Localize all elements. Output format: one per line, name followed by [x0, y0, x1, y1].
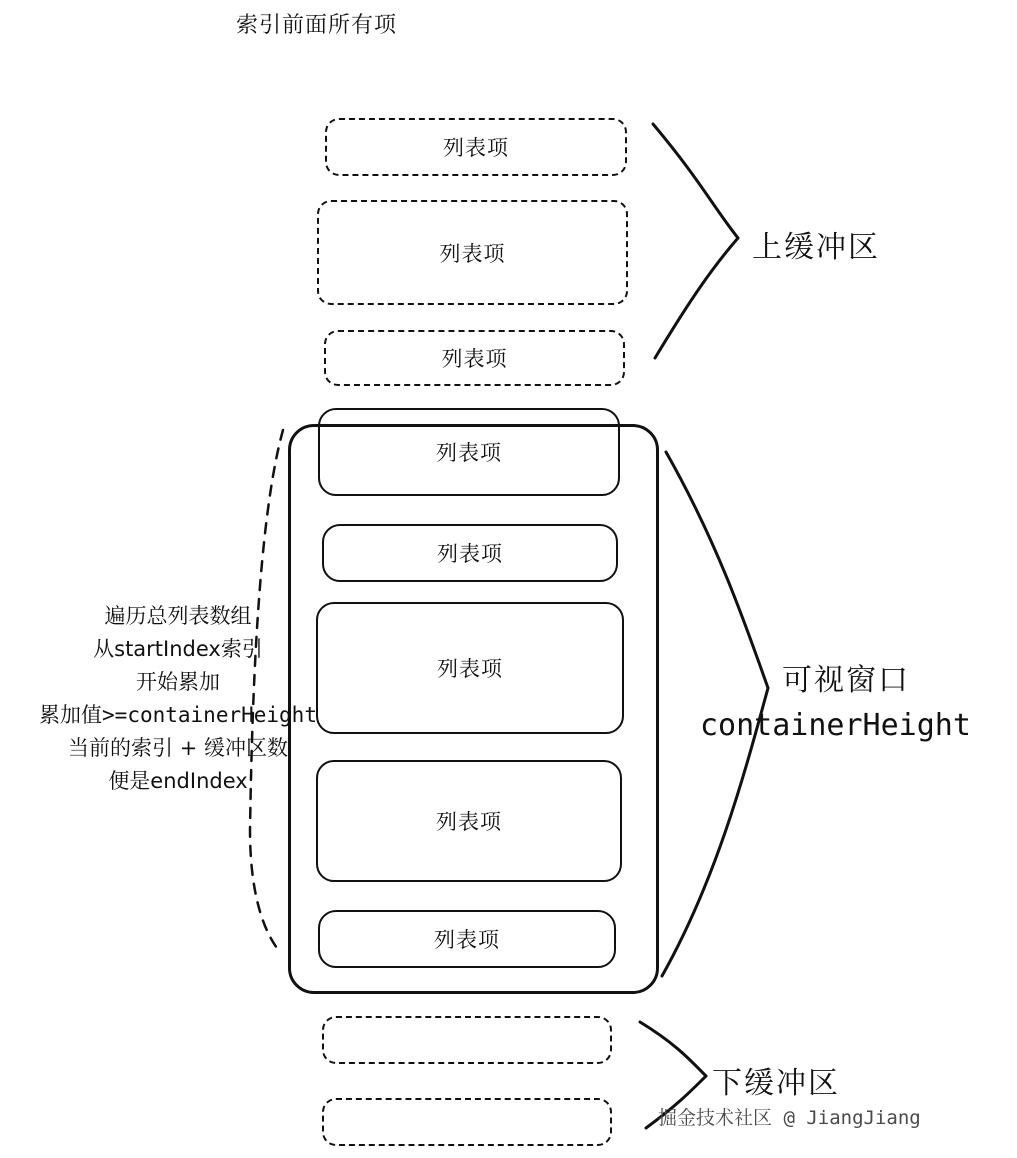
upper-buffer-item-2	[317, 200, 628, 305]
viewport-item-1	[318, 408, 620, 496]
algorithm-note	[8, 600, 348, 798]
lower-buffer-brace-top	[640, 1022, 706, 1076]
list-item-label: 列表项	[436, 810, 502, 834]
list-item-label: 列表项	[443, 136, 509, 160]
list-item-label: 列表项	[436, 441, 502, 465]
note-line-2: 从startIndex索引	[93, 637, 263, 661]
note-line-4: 累加值>=containerHeight	[39, 703, 317, 727]
viewport-height-label: containerHeight	[700, 708, 971, 743]
viewport-item-2	[322, 524, 618, 582]
list-item-label: 列表项	[434, 928, 500, 952]
watermark: 掘金技术社区 @ JiangJiang	[658, 1107, 921, 1129]
note-line-6: 便是endIndex	[108, 769, 248, 793]
lower-buffer-item-2	[322, 1098, 612, 1146]
viewport-item-3	[316, 602, 624, 734]
viewport-item-5	[318, 910, 616, 968]
upper-buffer-brace-bottom	[655, 238, 738, 358]
diagram-title: 索引前面所有项	[236, 13, 398, 38]
list-item-label: 列表项	[441, 347, 508, 371]
upper-buffer-item-3	[324, 330, 625, 386]
list-item-label: 列表项	[437, 657, 503, 681]
upper-buffer-label: 上缓冲区	[752, 230, 880, 265]
viewport-label: 可视窗口	[782, 663, 910, 698]
viewport-brace-top	[666, 452, 768, 688]
note-line-1: 遍历总列表数组	[104, 604, 252, 628]
upper-buffer-item-1	[325, 118, 627, 176]
note-line-5: 当前的索引 + 缓冲区数	[68, 736, 288, 760]
list-item-label: 列表项	[439, 241, 506, 266]
list-item-label: 列表项	[437, 542, 503, 566]
lower-buffer-item-1	[322, 1016, 612, 1064]
viewport-item-4	[316, 760, 622, 882]
upper-buffer-brace-top	[653, 124, 738, 238]
note-line-3: 开始累加	[136, 670, 220, 694]
lower-buffer-label: 下缓冲区	[712, 1066, 840, 1101]
